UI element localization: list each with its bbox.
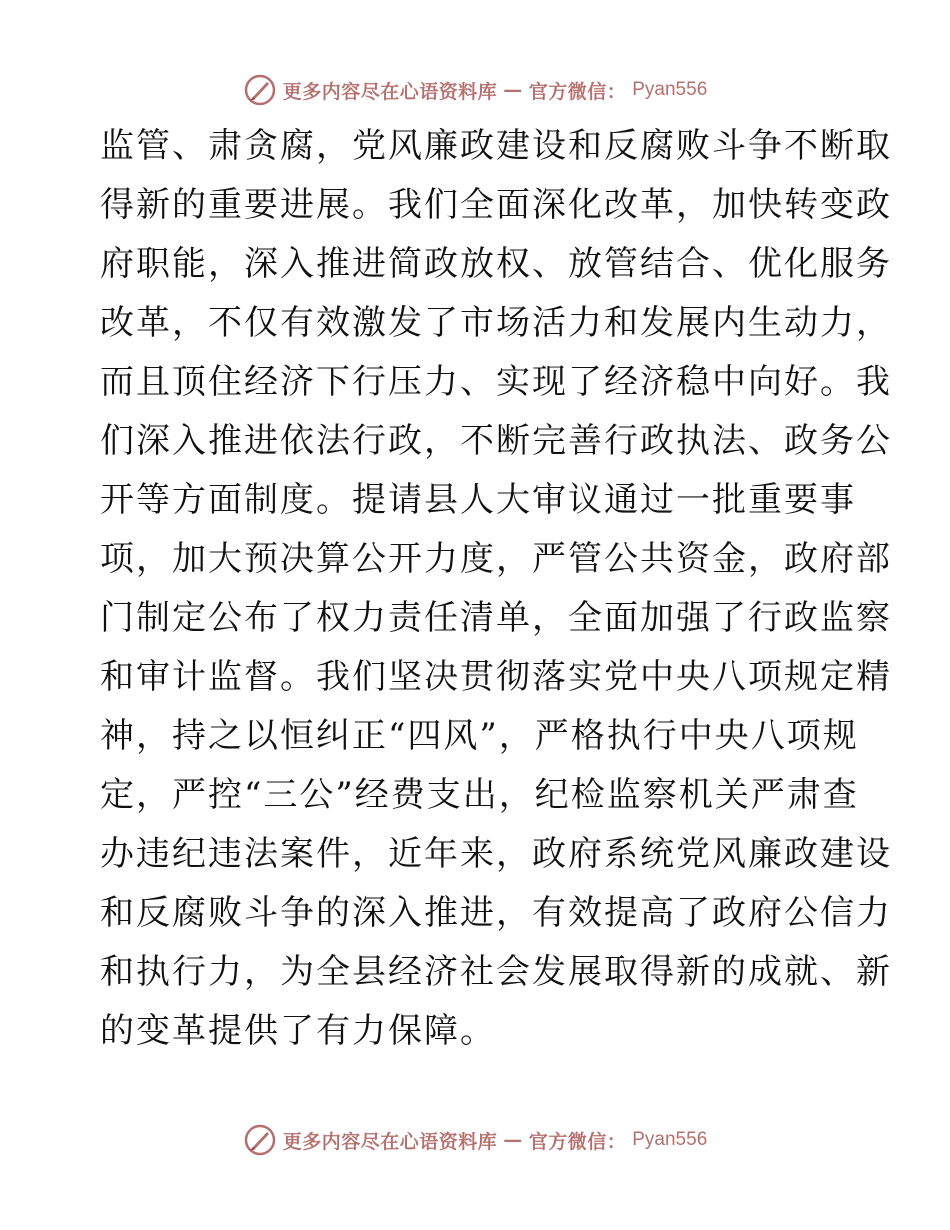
paragraph-line: 和执行力，为全县经济社会发展取得新的成就、新 — [100, 952, 892, 992]
watermark-wechat-id: Pyan556 — [632, 79, 708, 100]
quill-logo-icon — [243, 73, 277, 107]
paragraph-line: 改革，不仅有效激发了市场活力和发展内生动力， — [100, 303, 892, 343]
paragraph-line: 开等方面制度。提请县人大审议通过一批重要事 — [100, 480, 856, 520]
paragraph-line: 项，加大预决算公开力度，严管公共资金，政府部 — [100, 539, 892, 579]
paragraph-line: 们深入推进依法行政，不断完善行政执法、政务公 — [100, 421, 892, 461]
header-watermark — [0, 70, 950, 110]
watermark-wechat-id: Pyan556 — [632, 1129, 708, 1150]
paragraph-line: 办违纪违法案件，近年来，政府系统党风廉政建设 — [100, 834, 892, 874]
paragraph-line: 和审计监督。我们坚决贯彻落实党中央八项规定精 — [100, 657, 892, 697]
watermark-wechat-label: 官方微信： — [528, 1130, 627, 1153]
paragraph-line: 监管、肃贪腐，党风廉政建设和反腐败斗争不断取 — [100, 126, 892, 166]
paragraph-line: 的变革提供了有力保障。 — [100, 1011, 496, 1051]
paragraph-line: 得新的重要进展。我们全面深化改革，加快转变政 — [100, 185, 892, 225]
watermark-text: 更多内容尽在心语资料库 — [282, 80, 498, 103]
paragraph-line: 门制定公布了权力责任清单，全面加强了行政监察 — [100, 598, 892, 638]
watermark-wechat-label: 官方微信： — [528, 80, 627, 103]
paragraph-line: 府职能，深入推进简政放权、放管结合、优化服务 — [100, 244, 892, 284]
paragraph-line: 定，严控“三公”经费支出，纪检监察机关严肃查 — [100, 775, 859, 815]
paragraph-line: 和反腐败斗争的深入推进，有效提高了政府公信力 — [100, 893, 892, 933]
watermark-text: 更多内容尽在心语资料库 — [282, 1130, 498, 1153]
document-body — [100, 117, 892, 1061]
quill-logo-icon — [243, 1123, 277, 1157]
watermark-dash: — — [503, 1129, 523, 1151]
watermark-dash: — — [503, 79, 523, 101]
paragraph-line: 而且顶住经济下行压力、实现了经济稳中向好。我 — [100, 362, 892, 402]
footer-watermark — [0, 1120, 950, 1160]
paragraph-line: 神，持之以恒纠正“四风”，严格执行中央八项规 — [100, 716, 859, 756]
